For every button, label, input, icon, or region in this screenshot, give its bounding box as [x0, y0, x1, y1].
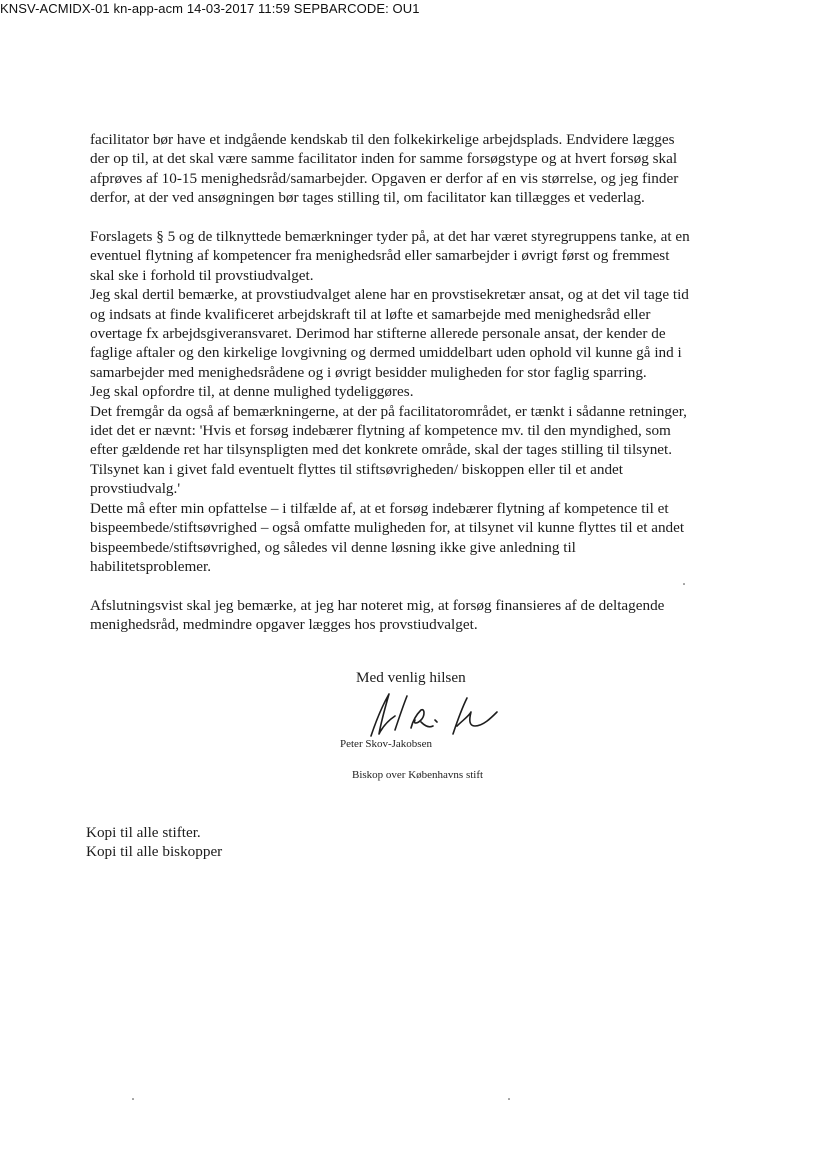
signature-stroke: [457, 712, 497, 726]
text-line: afprøves af 10-15 menighedsråd/samarbejder. Opgaven er derfor af en vis størrelse, og jeg finder: [90, 169, 679, 187]
closing-salutation: Med venlig hilsen: [356, 669, 466, 686]
paragraph-conclusion: [90, 596, 770, 635]
text-line: Jeg skal dertil bemærke, at provstiudvalget alene har en provstisekretær ansat, og at det vil tage tid: [90, 286, 689, 304]
text-line: Afslutningsvist skal jeg bemærke, at jeg har noteret mig, at forsøg finansieres af de deltagende: [90, 596, 665, 614]
signature-stroke: [371, 694, 395, 736]
signature-stroke: [453, 698, 467, 734]
signature-stroke: [411, 710, 424, 728]
text-line: bispeembede/stiftsøvrighed – også omfatte muligheden for, at tilsynet vil kunne flyttes til et andet: [90, 519, 685, 537]
fax-header: KNSV-ACMIDX-01 kn-app-acm 14-03-2017 11:59 SEPBARCODE: OU1: [0, 1, 420, 16]
text-line: faglige aftaler og den kirkelige lovgivning og dermed umiddelbart uden ophold vil kunne gå ind i: [90, 344, 682, 362]
text-line: idet det er nævnt: 'Hvis et forsøg indebærer flytning af kompetence mv. til den myndighed, som: [90, 422, 671, 440]
text-line: samarbejder med menighedsrådene og i øvrigt besidder muligheden for stor faglig sparring.: [90, 363, 647, 381]
scan-speck: [683, 583, 685, 585]
text-line: Tilsynet kan i givet fald eventuelt flyttes til stiftsøvrigheden/ biskoppen eller til et andet: [90, 460, 624, 478]
text-line: der op til, at det skal være samme facilitator inden for samme forsøgstype og at hvert forsøg skal: [90, 150, 678, 168]
signatory-name: Peter Skov-Jakobsen: [340, 738, 432, 750]
scan-speck: [132, 1098, 134, 1100]
text-line: bispeembede/stiftsøvrighed, og således vil denne løsning ikke give anledning til: [90, 538, 576, 556]
text-line: efter gældende ret har tilsynspligten med det konkrete område, skal der tages stilling til tilsynet.: [90, 441, 673, 459]
signatory-title: Biskop over Københavns stift: [352, 769, 484, 781]
text-line: Jeg skal opfordre til, at denne mulighed tydeliggøres.: [90, 383, 414, 401]
text-line: habilitetsproblemer.: [90, 557, 212, 575]
copy-list: [86, 823, 222, 862]
text-line: derfor, at der ved ansøgningen bør tages stilling til, om facilitator kan tillægges et vederlag.: [90, 189, 645, 207]
text-line: provstiudvalg.': [90, 480, 181, 498]
copy-recipient: Kopi til alle biskopper: [86, 843, 223, 861]
text-line: facilitator bør have et indgående kendskab til den folkekirkelige arbejdsplads. Endvidere lægges: [90, 131, 675, 148]
paragraph-section-5: [90, 227, 770, 576]
letter-body: [90, 130, 770, 635]
scan-speck: [508, 1098, 510, 1100]
signature-stroke: [421, 722, 433, 727]
text-line: eventuel flytning af kompetencer fra menighedsråd eller samarbejder i øvrigt først og fremmest: [90, 247, 670, 265]
text-line: og indsats at finde kvalificeret arbejdskraft til at løfte et samarbejde med menighedsråd eller: [90, 305, 651, 323]
text-line: Forslagets § 5 og de tilknyttede bemærkninger tyder på, at det har været styregruppens tanke, at en: [90, 228, 690, 246]
copy-recipient: Kopi til alle stifter.: [86, 824, 201, 841]
text-line: Det fremgår da også af bemærkningerne, at der på facilitatorområdet, er tænkt i sådanne retninger,: [90, 402, 687, 420]
handwritten-signature: [365, 686, 515, 742]
text-line: skal ske i forhold til provstiudvalget.: [90, 266, 314, 284]
text-line: menighedsråd, medmindre opgaver lægges hos provstiudvalget.: [90, 616, 478, 634]
text-line: overtage fx arbejdsgiveransvaret. Derimod har stifterne allerede personale ansat, der kender de: [90, 325, 666, 343]
paragraph-facilitator: [90, 130, 770, 208]
signature-stroke: [395, 696, 407, 730]
text-line: Dette må efter min opfattelse – i tilfælde af, at et forsøg indebærer flytning af kompetence til et: [90, 499, 669, 517]
signature-stroke: [435, 720, 437, 722]
